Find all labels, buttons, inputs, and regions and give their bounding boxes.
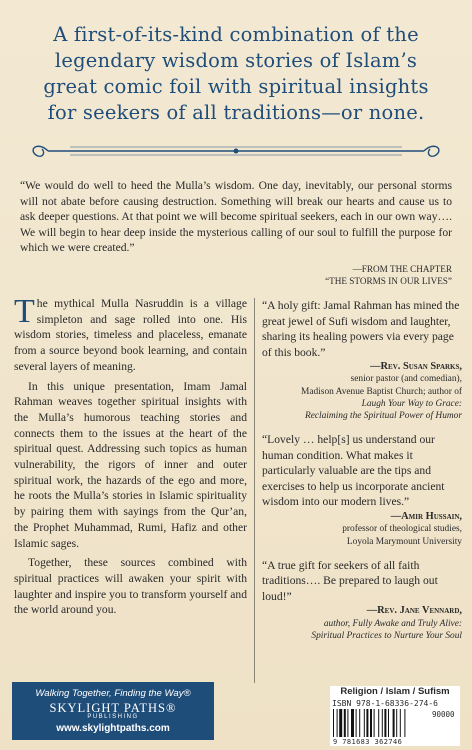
description-paragraph: In this unique presentation, Imam Jamal Rahman weaves together spiritual insights with the Mulla’s humorous teaching stories and connects them to the issues at the heart of the spiritual quest. Addressing such topics as human vulnerability, the rigors of inner and outer spiritual work, the hazards of the ego and more, he roots the Mulla’s stories in Islamic spirituality by pairing them with sayings from the Qur’an, the Prophet Muhammad, Rumi, Hafiz and other Islamic sages.: [14, 379, 247, 550]
endorser-title: Madison Avenue Baptist Church; author of: [301, 386, 462, 397]
endorsement-attribution: [262, 605, 462, 642]
book-description: [14, 293, 247, 622]
endorsement: [262, 298, 462, 422]
headline-line: for seekers of all traditions—or none.: [47, 101, 425, 124]
featured-quote: “We would do well to heed the Mulla’s wisdom. One day, inevitably, our personal storms will not abate before causing destruction. Something will break our hearts and cause us to ask deeper questions. At that point we will become spiritual seekers, each in our own way…. We will begin to hear deep inside the mysterious calling of our soul to fulfill the purpose for which we were created.”: [20, 179, 452, 254]
endorsement-attribution: [262, 511, 462, 548]
publisher-logo: [12, 682, 214, 740]
endorser-name: —Rev. Susan Sparks,: [370, 361, 462, 372]
publisher-url[interactable]: www.skylightpaths.com: [56, 723, 170, 734]
endorser-name: —Rev. Jane Vennard,: [366, 605, 462, 617]
endorsements: [262, 298, 462, 652]
endorsement: [262, 432, 462, 547]
publisher-tagline: Walking Together, Finding the Way®: [35, 688, 191, 699]
endorsement-attribution: [262, 361, 462, 422]
isbn-text: ISBN 978-1-68336-274-6: [332, 699, 438, 708]
quote-source: [325, 263, 452, 287]
endorsement-text: “Lovely … help[s] us understand our human condition. What makes it particularly valuable are the tips and exercises to help us incorporate ancient wisdom into our modern lives.”: [262, 433, 445, 509]
price-code: 90000: [432, 710, 455, 719]
column-divider: [254, 298, 255, 683]
endorser-book: Reclaiming the Spiritual Power of Humor: [304, 411, 462, 422]
endorser-book: author, Fully Awake and Truly Alive:: [323, 618, 462, 629]
endorser-title: senior pastor (and comedian),: [350, 374, 462, 385]
headline: [12, 22, 460, 126]
endorser-title: Loyola Marymount University: [346, 536, 462, 547]
endorser-book: Spiritual Practices to Nurture Your Soul: [311, 630, 462, 641]
description-text: he mythical Mulla Nasruddin is a village simpleton and sage rolled into one. His wisdom stories, timeless and placeless, emanate from a source beyond book learning, and contain several layers of meaning.: [14, 297, 247, 373]
endorsement: [262, 558, 462, 642]
endorsement-text: “A true gift for seekers of all faith traditions…. Be prepared to laugh out loud!”: [262, 558, 438, 603]
endorser-title: professor of theological studies,: [342, 524, 462, 535]
barcode-icon: [332, 709, 428, 739]
headline-line: legendary wisdom stories of Islam’s: [54, 49, 418, 72]
description-paragraph: Together, these sources combined with spiritual practices will awaken your spirit with laughter and inspire you to transform yourself and the world around you.: [14, 556, 247, 617]
endorser-book: Laugh Your Way to Grace:: [361, 398, 462, 409]
book-category: Religion / Islam / Sufism: [340, 686, 450, 697]
drop-cap: T: [14, 293, 35, 330]
ornament-divider: [30, 137, 442, 165]
endorsement-text: “A holy gift: Jamal Rahman has mined the great jewel of Sufi wisdom and laughter, sharing its healing powers via every page of this book.”: [262, 299, 460, 359]
headline-line: A first-of-its-kind combination of the: [53, 23, 419, 46]
barcode-number: 9 781683 362746: [333, 738, 403, 746]
quote-source-line: —FROM THE CHAPTER: [352, 264, 452, 274]
headline-line: great comic foil with spiritual insights: [43, 75, 429, 98]
endorser-name: —Amir Hussain,: [390, 510, 462, 522]
quote-source-line: “THE STORMS IN OUR LIVES”: [325, 276, 452, 286]
description-paragraph: [14, 293, 247, 375]
publisher-sub: PUBLISHING: [87, 714, 139, 720]
publisher-name: SKYLIGHT PATHS®: [49, 701, 177, 715]
